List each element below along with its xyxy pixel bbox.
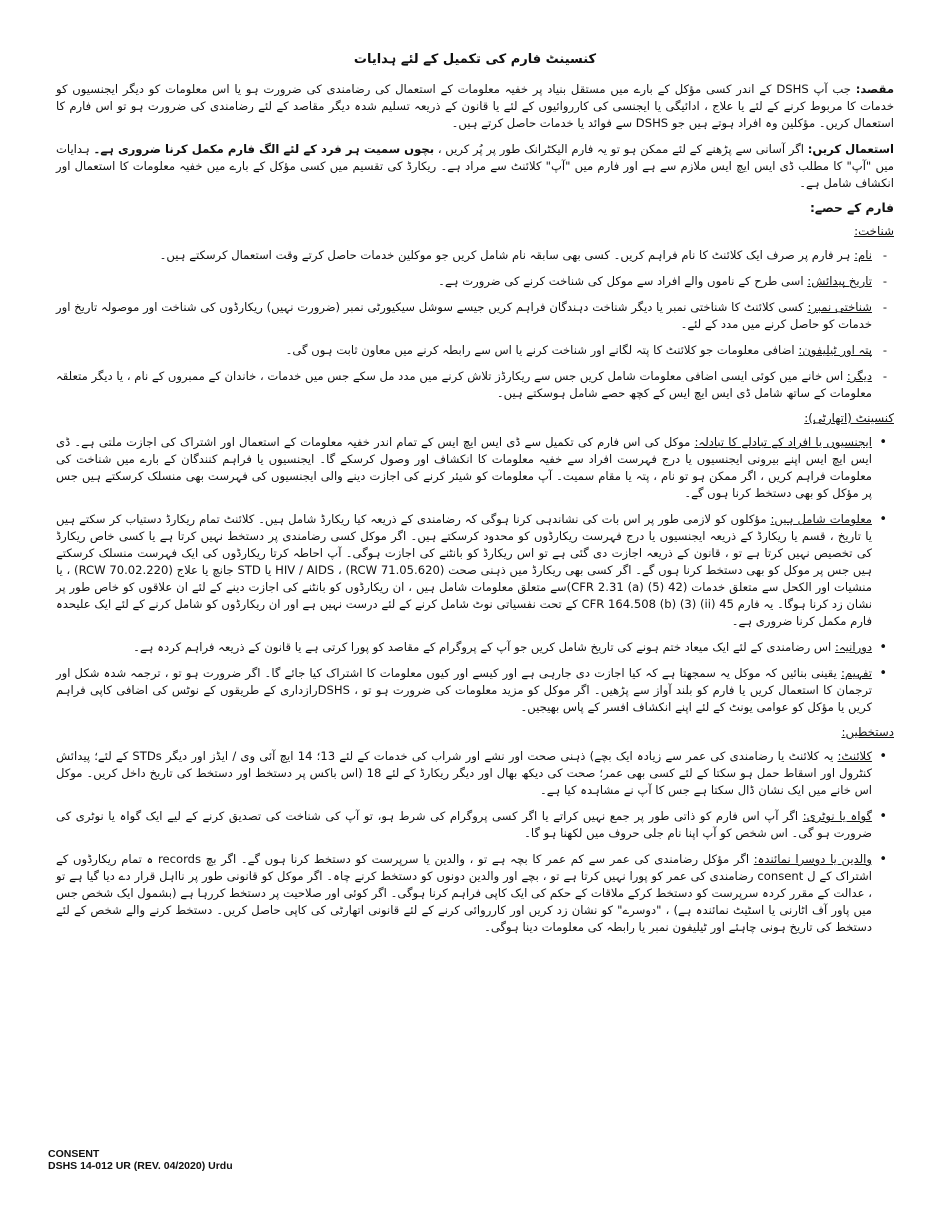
list-item [56,342,872,359]
identification-heading: شناخت: [854,224,894,238]
list-item [56,665,872,716]
list-item [56,273,872,290]
item-text: اضافی معلومات جو کلائنٹ کا پتہ لگانے اور شناخت کرنے یا اس سے رابطہ کرنے میں معاون ثابت ہوں گی۔ [285,343,795,357]
purpose-text: جب آپ DSHS کے اندر کسی مؤکل کے بارے میں مستقل بنیاد پر خفیہ معلومات کے استعمال کی رضامندی کی ضرورت ہو یا اس معلومات کو دیگر ایجنسیوں کو خدمات کا مربوط کرنے کے لئے یا علاج ، ادائیگی یا ایجنسی کی کارروائیوں کے لئے یا قانون کے ذریعہ تسلیم شدہ دیگر مقاصد کے لئے رضامندی کی ضرورت ہو تو اس فارم کا استعمال کریں۔ مؤکلین وہ افراد ہوتے ہیں جو DSHS سے فوائد یا خدمات حاصل کرتے ہیں۔ [56,82,894,130]
item-text: یقینی بنائیں کہ موکل یہ سمجھتا ہے کہ کیا اجازت دی جارہی ہے اور کیسے اور کیوں معلومات کا اشتراک کیا جائے گا۔ اگر ضرورت ہو تو ، ترجمہ شدہ شکل اور ترجمان کا استعمال کریں یا فارم کو بلند آواز سے پڑھیں۔ اگر موکل کو مزید معلومات کی ضرورت ہو تو ، DSHSرازداری کے طریقوں کے نوٹس کی اضافی کاپی فراہم کریں یا مؤکل کو عوامی یونٹ کے لئے اپنے انکشاف افسر کے پاس بھیجیں۔ [56,666,872,714]
document-title: کنسینٹ فارم کی تکمیل کے لئے ہدایات [353,52,597,67]
list-item [56,639,872,656]
form-footer [48,1148,233,1172]
item-text: کسی کلائنٹ کا شناختی نمبر یا دیگر شناخت دہندگان فراہم کریں جیسے سوشل سیکیورٹی نمبر (ضرورت نہیں) ریکارڈوں کی شناخت اور موصولہ تاریخ اور خدمات کو حاصل کرنے میں مدد کے لئے۔ [56,300,872,331]
item-term: دیگر: [846,369,872,383]
item-term: شناختی نمبر: [807,300,872,314]
list-item [56,368,872,402]
item-text: اسی طرح کے ناموں والے افراد سے موکل کی شناخت کرنے کی ضرورت ہے۔ [438,274,804,288]
list-item [56,247,872,264]
item-text: اگر مؤکل رضامندی کی عمر سے کم عمر کا بچہ ہے تو ، والدین یا سرپرست کو دستخط کرنا ہوں گے۔ اگر بچ records ہ تمام ریکارڈوں کے اشتراک کے ل consent رضامندی کی عمر کو پورا نہیں کرتا ہے تو ، بچے اور والدین دونوں کو دستخط کرنے چاہ۔ اگر موکل کو قانونی طور پر نااہل قرار دے دیا گیا ہے تو ، عدالت کے مقرر کردہ سرپرست کو دستخط کرکے ملاقات کے حکم کی ایک کاپی فراہم کرنا ہوگی۔ اگر کوئی اور صلاحیت پر دستخط کررہا ہے (بشمول ایک شخص جس میں پاور آف اٹارنی یا اسٹیٹ نمائندہ ہے) ، "دوسرے" کو نشان زد کریں اور کارروائی کرنے کے لئے قانونی اتھارٹی کی کاپی حاصل کریں۔ دستخط کرنے والے شخص کے لئے دستخط کی تاریخ ہونی چاہئے اور ٹیلیفون نمبر یا رابطہ کی معلومات دینا ہوگی۔ [56,852,872,934]
footer-form-number: DSHS 14-012 UR (REV. 04/2020) Urdu [48,1160,233,1172]
list-item [56,434,872,502]
usage-label: استعمال کریں: [807,142,895,156]
signatures-list [56,748,894,936]
item-term: معلومات شامل ہیں: [770,512,872,526]
purpose-label: مقصد: [855,82,894,96]
list-item [56,808,872,842]
list-item [56,748,872,799]
instructions-page [56,52,894,945]
item-text: اس خانے میں کوئی ایسی اضافی معلومات شامل کریں جس سے ریکارڈز تلاش کرنے میں مدد مل سکے جس میں خدمات ، خاندان کے ممبروں کے نام ، یا دیگر متعلقہ معلومات کے ساتھ شامل ڈی ایس ایچ ایس کے کچھ حصے شامل ہوسکتے ہیں۔ [56,369,872,400]
list-item [56,851,872,936]
item-term: ایجنسیوں یا افراد کے تبادلے کا تبادلہ: [694,435,872,449]
item-term: نام: [854,248,872,262]
identification-list [56,247,894,402]
footer-form-name: CONSENT [48,1148,100,1160]
usage-text-before: اگر آسانی سے پڑھنے کے لئے ممکن ہو تو یہ فارم الیکٹرانک طور پر پُر کریں ، [437,142,804,156]
signatures-heading: دستخطیں: [841,725,894,739]
list-item [56,299,872,333]
item-term: دورانیہ: [834,640,872,654]
item-text: اس رضامندی کے لئے ایک میعاد ختم ہونے کی تاریخ شامل کریں جو آپ کے پروگرام کے مقاصد کو پورا کرتی ہے یا قانون کے ذریعہ فراہم کردہ ہے۔ [133,640,832,654]
item-term: والدین یا دوسرا نمائندہ: [753,852,872,866]
usage-paragraph [56,141,894,192]
item-text: اگر آپ اس فارم کو ذاتی طور پر جمع نہیں کراتے یا اگر کسی پروگرام کی شرط ہو، تو آپ کی شناخت کی تصدیق کرنے کے لیے ایک گواہ یا نوٹری کی ضرورت ہو گی۔ اس شخص کو آپ اپنا نام جلی حروف میں لکھنا ہو گا۔ [56,809,872,840]
item-term: تفہیم: [841,666,873,680]
item-text: مؤکلوں کو لازمی طور پر اس بات کی نشاندہی کرنا ہوگی کہ رضامندی کے ذریعہ کیا ریکارڈ شامل ہیں۔ کلائنٹ تمام ریکارڈ دستیاب کر سکتے ہیں یا تاریخ ، قسم یا ریکارڈ کے ذریعہ ایجنسیوں یا درج فہرست ریکارڈوں کو محدود کرسکتے ہیں۔ اگر موکل کسی رضامندی پر دستخط نہیں کرتا ہے یا کسی خاص ریکارڈ کی تخصیص نہیں کرتا ہے تو ، قانون کے ذریعہ اجازت دی گئی ہے تو اس ریکارڈ کو بانٹنے کی اجازت ہوگی۔ آپ احاطہ کرتا ریکارڈوں کی ایک فہرست منسلک کرسکتے ہیں جس پر موکل کو بھی دستخط کرنا ہوں گے۔ اگر کسی بھی ریکارڈ میں ذہنی صحت (RCW 71.05.620) ، HIV / AIDS یا STD جانچ یا علاج (RCW 70.02.220) ، یا منشیات اور الکحل سے متعلق خدمات (42 CFR 2.31 (a) (5))سے متعلق معلومات شامل ہیں ، ان ریکارڈوں کو بانٹنے کی اجازت دینے کے لئے ان علاقوں کو خاص طور پر نشان زد کرنا ہوگا۔ یہ فارم 45 CFR 164.508 (b) (3) (ii) کے تحت نفسیاتی نوٹ شامل کرنے کے لئے درست نہیں ہے اور ان ریکارڈوں کو شامل کرنے کے لئے ایک علیحدہ فارم مکمل کرنا ضروری ہے۔ [56,512,873,628]
item-text: موکل کی اس فارم کی تکمیل سے ڈی ایس ایچ ایس کے تمام اندر خفیہ معلومات کے استعمال اور اشتراک کی اجازت ملتی ہے۔ ڈی ایس ایچ ایس اپنے بیرونی ایجنسیوں یا درج فہرست افراد سے خفیہ معلومات کا انکشاف اور وصول کرسکے گا۔ ایجنسیوں یا فراہم کنندگان کے بارے میں شناخت کی معلومات فراہم کریں ، اگر ممکن ہو تو نام ، پتہ یا مقام سمیت۔ آپ معلومات کو شیئر کرنے کی اجازت دینے والی ایجنسیوں کی فہرست بھی منسلک کرسکتے ہیں جس پر مؤکل کو بھی دستخط کرنا ہوں گے۔ [56,435,872,500]
purpose-paragraph [56,81,894,132]
item-term: تاریخ پیدائش: [807,274,872,288]
item-term: پتہ اور ٹیلیفون: [798,343,872,357]
consent-list [56,434,894,716]
item-term: گواہ یا نوٹری: [802,809,872,823]
usage-bold-text: بچوں سمیت ہر فرد کے لئے الگ فارم مکمل کرنا ضروری ہے۔ [93,142,435,156]
usage-text-after: ہدایات میں "آپ" کا مطلب ڈی ایس ایچ ایس ملازم سے ہے اور فارم میں "آپ" کلائنٹ سے مراد ہے۔ ریکارڈ کی تقسیم میں کسی مؤکل کے بارے میں خفیہ معلومات کا استعمال اور انکشاف شامل ہے۔ [56,142,894,190]
item-text: ہر فارم پر صرف ایک کلائنٹ کا نام فراہم کریں۔ کسی بھی سابقہ نام شامل کریں جو موکلین خدمات حاصل کرتے وقت استعمال کرسکتے ہیں۔ [159,248,851,262]
list-item [56,511,872,630]
consent-heading: کنسینٹ (اتھارٹی): [804,411,894,425]
item-text: یہ کلائنٹ یا رضامندی کی عمر سے زیادہ ایک بچے) ذہنی صحت اور نشے اور شراب کی خدمات کے لئے 13؛ 14 ایچ آئی وی / ایڈز اور دیگر STDs کے لئے؛ پیدائش کنٹرول اور اسقاط حمل ہو سکتا کے لئے کسی بھی عمر؛ صحت کی دیکھ بھال اور دیگر ریکارڈ کے لئے 18 (اس باکس پر دستخط اور دستخط کی تاریخ داخل کریں۔ موکل اس خانے میں ایک نشان ڈال سکتا ہے جس کا آپ نے مشاہدہ کیا ہے۔ [56,749,872,797]
sections-heading: فارم کے حصے: [809,201,894,215]
item-term: کلائنٹ: [837,749,872,763]
